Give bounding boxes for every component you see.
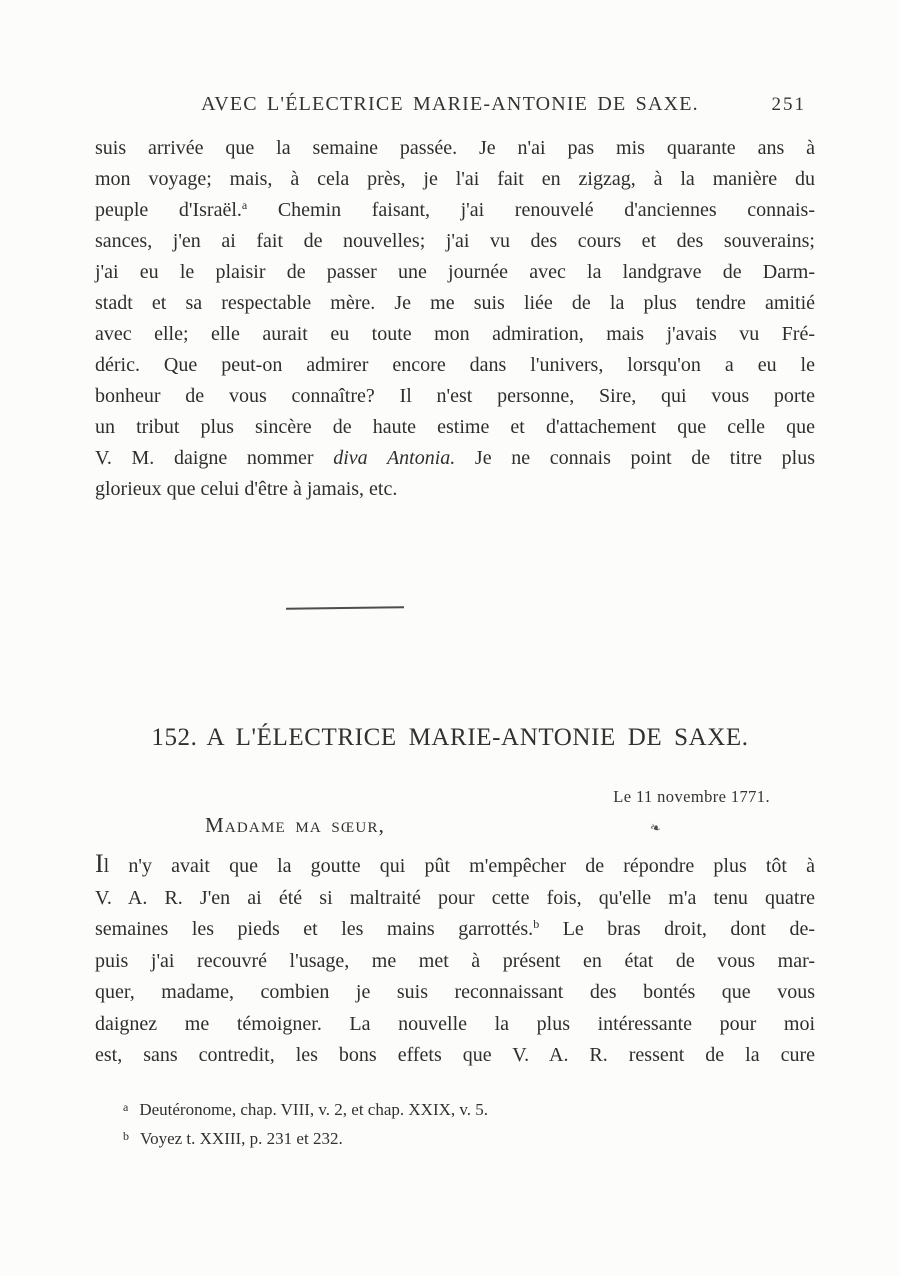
letter-152-body	[95, 851, 815, 1072]
text-line: quer, madame, combien je suis reconnaissant des bontés que vous	[95, 981, 815, 1003]
text-segment: V. M. daigne nommer	[95, 447, 334, 469]
page-number: 251	[771, 94, 806, 115]
letter-number: 152.	[151, 724, 198, 751]
text-line: stadt et sa respectable mère. Je me suis liée de la plus tendre amitié	[95, 292, 815, 314]
running-header-title: AVEC L'ÉLECTRICE MARIE-ANTONIE DE SAXE.	[201, 93, 699, 115]
text-segment: semaines les pieds et les mains garrottés.	[95, 918, 534, 940]
text-line: Il n'y avait que la goutte qui pût m'empêcher de répondre plus tôt à	[95, 849, 815, 878]
text-segment: Chemin faisant, j'ai renouvelé d'anciennes connais-	[247, 199, 815, 221]
footnote-a	[123, 1096, 763, 1125]
text-line	[95, 914, 815, 946]
running-header	[0, 93, 900, 119]
text-line: puis j'ai recouvré l'usage, me met à présent en état de vous mar-	[95, 949, 815, 972]
salutation: Madame ma sœur,	[205, 813, 386, 837]
text-segment: Je ne connais point de titre plus	[455, 447, 816, 469]
text-line: V. A. R. J'en ai été si maltraité pour cette fois, qu'elle m'a tenu quatre	[95, 886, 815, 909]
text-line	[95, 443, 815, 474]
text-line: glorieux que celui d'être à jamais, etc.	[95, 478, 398, 500]
footnote-text: Deutéronome, chap. VIII, v. 2, et chap. XXIX, v. 5.	[139, 1100, 489, 1119]
text-line: un tribut plus sincère de haute estime et d'attachement que celle que	[95, 416, 815, 438]
text-line: suis arrivée que la semaine passée. Je n'ai pas mis quarante ans à	[95, 137, 815, 159]
text-line: sances, j'en ai fait de nouvelles; j'ai vu des cours et des souverains;	[95, 230, 815, 252]
text-line: déric. Que peut-on admirer encore dans l'univers, lorsqu'on a eu le	[95, 354, 815, 376]
text-segment: peuple d'Israël.	[95, 199, 242, 221]
text-line: mon voyage; mais, à cela près, je l'ai fait en zigzag, à la manière du	[95, 168, 815, 190]
footnote-ref-a: a	[241, 198, 248, 212]
text-line: daignez me témoigner. La nouvelle la plus intéressante pour moi	[95, 1012, 815, 1035]
ink-blot-artifact: ❧	[648, 818, 664, 837]
dateline: Le 11 novembre 1771.	[613, 787, 770, 806]
footnote-ref-b: b	[533, 917, 540, 931]
section-divider-rule	[286, 606, 404, 609]
letter-152-heading	[0, 724, 900, 752]
footnote-text: Voyez t. XXIII, p. 231 et 232.	[140, 1128, 343, 1148]
text-line: j'ai eu le plaisir de passer une journée avec la landgrave de Darm-	[95, 261, 815, 283]
footnote-marker-a: a	[123, 1100, 129, 1114]
footnote-marker-b: b	[123, 1128, 129, 1143]
footnote-b	[123, 1125, 763, 1154]
text-line: bonheur de vous connaître? Il n'est personne, Sire, qui vous porte	[95, 385, 815, 407]
text-segment: Le bras droit, dont de-	[539, 918, 816, 940]
text-line: est, sans contredit, les bons effets que V. A. R. ressent de la cure	[95, 1044, 815, 1066]
letter-title: A L'ÉLECTRICE MARIE-ANTONIE DE SAXE.	[206, 724, 749, 751]
footnotes	[123, 1096, 763, 1153]
text-line	[95, 195, 815, 226]
letter-151-continuation	[95, 133, 815, 505]
italic-phrase: diva Antonia.	[333, 447, 456, 469]
text-line: avec elle; elle aurait eu toute mon admiration, mais j'avais vu Fré-	[95, 323, 815, 345]
